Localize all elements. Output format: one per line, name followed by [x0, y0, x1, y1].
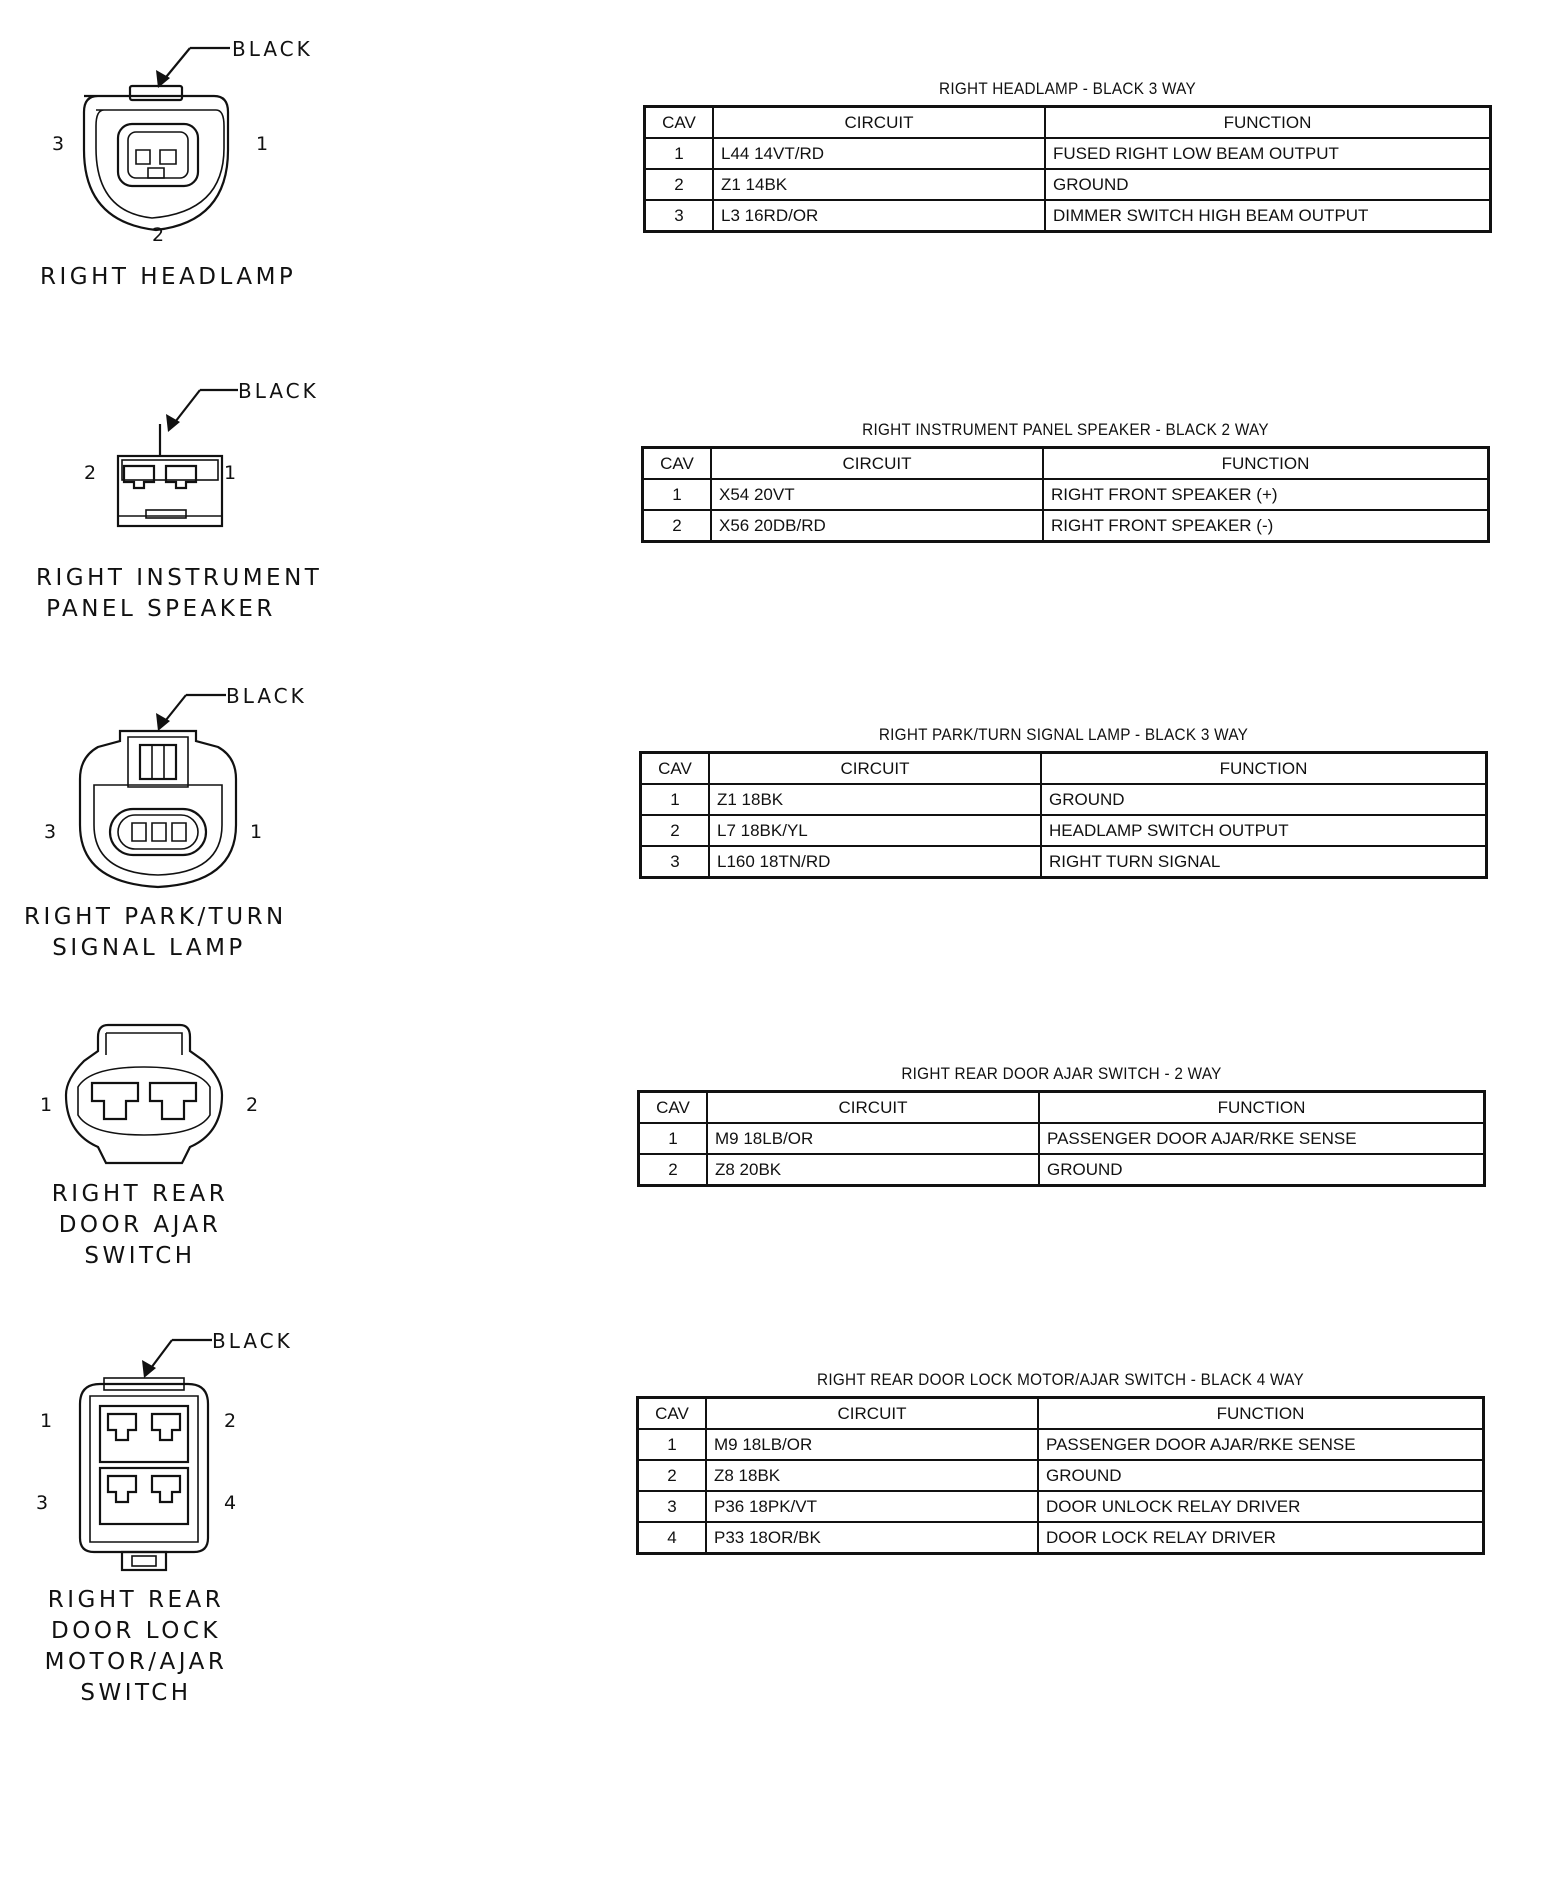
connector-name — [20, 1179, 260, 1272]
cell-function: GROUND — [1041, 784, 1487, 815]
pin-label: 1 — [40, 1094, 53, 1116]
cell-cav: 2 — [645, 169, 714, 200]
table-title: RIGHT INSTRUMENT PANEL SPEAKER - BLACK 2 WAY — [862, 420, 1269, 439]
connector-name-line: RIGHT HEADLAMP — [40, 264, 297, 290]
pin-label: 2 — [84, 462, 97, 484]
pinout-table — [637, 1090, 1486, 1187]
cell-function: GROUND — [1039, 1154, 1485, 1186]
header-function: FUNCTION — [1043, 448, 1489, 480]
table-row — [645, 169, 1491, 200]
cell-function: PASSENGER DOOR AJAR/RKE SENSE — [1038, 1429, 1484, 1460]
header-function: FUNCTION — [1041, 753, 1487, 785]
cell-circuit: X56 20DB/RD — [711, 510, 1043, 542]
pin-label: 1 — [250, 821, 263, 843]
pin-label: 2 — [246, 1094, 259, 1116]
cell-cav: 1 — [643, 479, 712, 510]
cell-function: RIGHT FRONT SPEAKER (+) — [1043, 479, 1489, 510]
cell-circuit: Z1 14BK — [713, 169, 1045, 200]
pin-label: 1 — [224, 462, 237, 484]
table-row — [645, 200, 1491, 232]
header-cav: CAV — [641, 753, 710, 785]
connector-name-line: RIGHT REAR — [51, 1181, 229, 1207]
color-label: BLACK — [226, 684, 307, 708]
pinout-table-block — [639, 725, 1488, 879]
cell-function: GROUND — [1045, 169, 1491, 200]
connector-name-line: DOOR AJAR — [58, 1212, 222, 1238]
color-label: BLACK — [238, 379, 319, 403]
connector-name — [24, 902, 287, 964]
connector-name — [16, 1585, 256, 1709]
cell-circuit: L160 18TN/RD — [709, 846, 1041, 878]
table-header-row — [639, 1092, 1485, 1124]
door-ajar-connector-diagram — [0, 1015, 300, 1175]
table-row — [641, 815, 1487, 846]
connector-name-line: PANEL SPEAKER — [46, 596, 276, 622]
headlamp-connector-diagram — [0, 0, 320, 300]
park-turn-connector-icon — [0, 675, 330, 915]
cell-function: RIGHT TURN SIGNAL — [1041, 846, 1487, 878]
connector-name-line: RIGHT PARK/TURN — [24, 904, 287, 930]
pin-label: 4 — [224, 1492, 237, 1514]
table-row — [643, 510, 1489, 542]
cell-function: PASSENGER DOOR AJAR/RKE SENSE — [1039, 1123, 1485, 1154]
cell-function: GROUND — [1038, 1460, 1484, 1491]
table-row — [638, 1522, 1484, 1554]
header-cav: CAV — [639, 1092, 708, 1124]
table-row — [641, 784, 1487, 815]
cell-cav: 2 — [638, 1460, 707, 1491]
header-function: FUNCTION — [1045, 107, 1491, 139]
table-row — [638, 1460, 1484, 1491]
cell-cav: 3 — [641, 846, 710, 878]
cell-circuit: L7 18BK/YL — [709, 815, 1041, 846]
connector-name-line: RIGHT INSTRUMENT — [36, 565, 323, 591]
cell-circuit: X54 20VT — [711, 479, 1043, 510]
table-header-row — [638, 1398, 1484, 1430]
table-row — [641, 846, 1487, 878]
connector-name-line: SWITCH — [84, 1243, 196, 1269]
cell-cav: 2 — [641, 815, 710, 846]
cell-circuit: P33 18OR/BK — [706, 1522, 1038, 1554]
header-cav: CAV — [645, 107, 714, 139]
pinout-table — [643, 105, 1492, 233]
pin-label: 3 — [36, 1492, 49, 1514]
connector-name-line: MOTOR/AJAR — [44, 1649, 228, 1675]
connector-name — [40, 262, 297, 293]
pinout-table-block — [643, 79, 1492, 233]
cell-function: DIMMER SWITCH HIGH BEAM OUTPUT — [1045, 200, 1491, 232]
pinout-table-block — [636, 1370, 1485, 1555]
cell-circuit: Z1 18BK — [709, 784, 1041, 815]
table-row — [639, 1123, 1485, 1154]
cell-function: HEADLAMP SWITCH OUTPUT — [1041, 815, 1487, 846]
header-circuit: CIRCUIT — [713, 107, 1045, 139]
pin-label: 1 — [256, 133, 269, 155]
header-cav: CAV — [638, 1398, 707, 1430]
table-title: RIGHT PARK/TURN SIGNAL LAMP - BLACK 3 WAY — [878, 725, 1249, 744]
cell-cav: 1 — [639, 1123, 708, 1154]
pin-label: 3 — [44, 821, 57, 843]
header-circuit: CIRCUIT — [706, 1398, 1038, 1430]
header-function: FUNCTION — [1039, 1092, 1485, 1124]
cell-cav: 3 — [638, 1491, 707, 1522]
connector-name-line: SWITCH — [80, 1680, 192, 1706]
table-header-row — [641, 753, 1487, 785]
door-lock-connector-diagram — [0, 1320, 300, 1580]
pinout-table-block — [641, 420, 1490, 543]
cell-function: DOOR LOCK RELAY DRIVER — [1038, 1522, 1484, 1554]
cell-circuit: M9 18LB/OR — [706, 1429, 1038, 1460]
cell-circuit: L3 16RD/OR — [713, 200, 1045, 232]
cell-cav: 1 — [645, 138, 714, 169]
pin-label: 2 — [224, 1410, 237, 1432]
pin-label: 1 — [40, 1410, 53, 1432]
table-title: RIGHT REAR DOOR AJAR SWITCH - 2 WAY — [901, 1064, 1222, 1083]
pinout-table — [636, 1396, 1485, 1555]
cell-circuit: Z8 20BK — [707, 1154, 1039, 1186]
table-row — [643, 479, 1489, 510]
table-row — [638, 1491, 1484, 1522]
color-label: BLACK — [232, 37, 313, 61]
cell-cav: 1 — [638, 1429, 707, 1460]
cell-cav: 3 — [645, 200, 714, 232]
pinout-table — [641, 446, 1490, 543]
cell-circuit: Z8 18BK — [706, 1460, 1038, 1491]
connector-name-line: SIGNAL LAMP — [52, 935, 246, 961]
cell-cav: 4 — [638, 1522, 707, 1554]
cell-cav: 2 — [639, 1154, 708, 1186]
park-turn-connector-diagram — [0, 675, 330, 915]
cell-circuit: L44 14VT/RD — [713, 138, 1045, 169]
pin-label: 2 — [152, 224, 165, 246]
cell-function: FUSED RIGHT LOW BEAM OUTPUT — [1045, 138, 1491, 169]
cell-cav: 2 — [643, 510, 712, 542]
table-header-row — [645, 107, 1491, 139]
speaker-connector-diagram — [0, 370, 330, 550]
door-lock-connector-icon — [0, 1320, 300, 1580]
cell-circuit: M9 18LB/OR — [707, 1123, 1039, 1154]
header-circuit: CIRCUIT — [709, 753, 1041, 785]
connector-name-line: RIGHT REAR — [47, 1587, 225, 1613]
table-title: RIGHT REAR DOOR LOCK MOTOR/AJAR SWITCH - BLACK 4 WAY — [817, 1370, 1304, 1389]
cell-function: DOOR UNLOCK RELAY DRIVER — [1038, 1491, 1484, 1522]
connector-name — [36, 563, 323, 625]
cell-cav: 1 — [641, 784, 710, 815]
cell-function: RIGHT FRONT SPEAKER (-) — [1043, 510, 1489, 542]
header-circuit: CIRCUIT — [707, 1092, 1039, 1124]
cell-circuit: P36 18PK/VT — [706, 1491, 1038, 1522]
header-circuit: CIRCUIT — [711, 448, 1043, 480]
pinout-table — [639, 751, 1488, 879]
pinout-table-block — [637, 1064, 1486, 1187]
table-row — [638, 1429, 1484, 1460]
pin-label: 3 — [52, 133, 65, 155]
table-row — [639, 1154, 1485, 1186]
color-label: BLACK — [212, 1329, 293, 1353]
table-title: RIGHT HEADLAMP - BLACK 3 WAY — [939, 79, 1196, 98]
table-row — [645, 138, 1491, 169]
header-function: FUNCTION — [1038, 1398, 1484, 1430]
header-cav: CAV — [643, 448, 712, 480]
connector-name-line: DOOR LOCK — [51, 1618, 221, 1644]
table-header-row — [643, 448, 1489, 480]
